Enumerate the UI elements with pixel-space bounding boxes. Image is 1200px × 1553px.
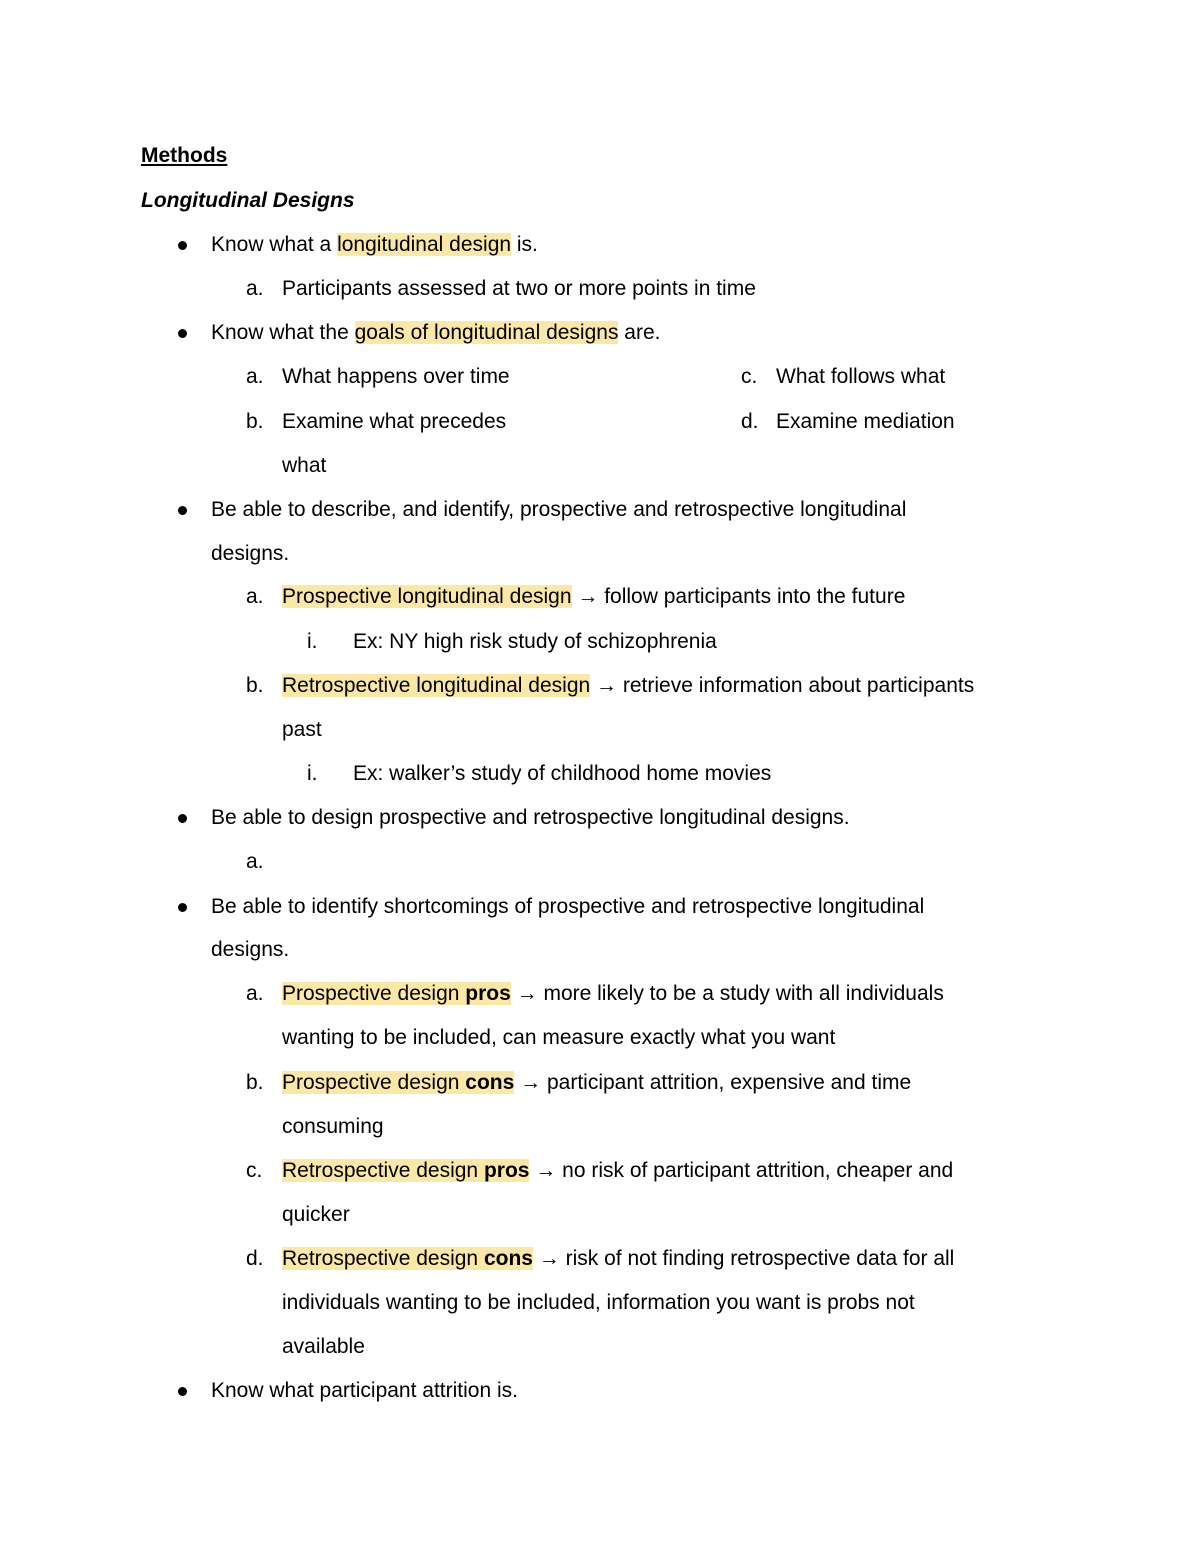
list-marker: d. <box>246 1247 264 1270</box>
list-item-text: consuming <box>282 1115 384 1138</box>
list-marker: a. <box>246 585 264 608</box>
text: → more likely to be a study with all individuals <box>510 982 944 1005</box>
highlight-text: goals of longitudinal designs <box>354 321 619 344</box>
text: → follow participants into the future <box>571 585 906 608</box>
text: is. <box>511 233 538 256</box>
bold-text: cons <box>465 1071 515 1094</box>
list-marker: b. <box>246 674 264 697</box>
list-item <box>282 584 905 610</box>
page-title: Methods <box>141 144 228 167</box>
text: → no risk of participant attrition, cheaper and <box>529 1159 954 1182</box>
list-item-text: What follows what <box>776 365 946 388</box>
list-item-text: past <box>282 718 322 741</box>
list-item-text: available <box>282 1335 365 1358</box>
bold-text: cons <box>483 1247 533 1270</box>
text: Retrospective design <box>282 1159 484 1182</box>
bullet-dot <box>178 814 187 823</box>
list-marker: i. <box>307 762 318 785</box>
bold-text: pros <box>465 982 511 1005</box>
list-item <box>282 1070 911 1096</box>
list-item-text: Ex: NY high risk study of schizophrenia <box>353 630 717 653</box>
list-item-text: Know what participant attrition is. <box>211 1379 518 1402</box>
list-item <box>211 320 660 346</box>
list-item-text: designs. <box>211 938 290 961</box>
list-item-text: designs. <box>211 542 290 565</box>
list-item <box>282 1158 953 1184</box>
list-item-text: Participants assessed at two or more points in time <box>282 277 756 300</box>
highlight-text <box>282 1159 529 1182</box>
highlight-text <box>282 982 511 1005</box>
list-item-text: Be able to describe, and identify, prospective and retrospective longitudinal <box>211 498 907 521</box>
list-item-text: Be able to design prospective and retrospective longitudinal designs. <box>211 806 850 829</box>
text: → retrieve information about participants <box>590 674 975 697</box>
list-marker: d. <box>741 410 759 433</box>
highlight-text: Retrospective longitudinal design <box>282 674 591 697</box>
text: Prospective design <box>282 982 466 1005</box>
text: → risk of not finding retrospective data for all <box>532 1247 955 1270</box>
bullet-dot <box>178 241 187 250</box>
highlight-text <box>282 1247 533 1270</box>
list-marker: a. <box>246 277 264 300</box>
list-item-text: Be able to identify shortcomings of prospective and retrospective longitudinal <box>211 895 925 918</box>
text: are. <box>618 321 661 344</box>
bold-text: pros <box>483 1159 530 1182</box>
text: Prospective design <box>282 1071 466 1094</box>
list-marker: b. <box>246 410 264 433</box>
list-marker: a. <box>246 982 264 1005</box>
list-marker: c. <box>741 365 758 388</box>
highlight-text: longitudinal design <box>337 233 512 256</box>
list-item-text: individuals wanting to be included, information you want is probs not <box>282 1291 915 1314</box>
list-marker: b. <box>246 1071 264 1094</box>
highlight-text <box>282 1071 514 1094</box>
list-item-text: What happens over time <box>282 365 510 388</box>
list-marker: a. <box>246 365 264 388</box>
list-item <box>282 981 944 1007</box>
bullet-dot <box>178 506 187 515</box>
list-marker: a. <box>246 850 264 873</box>
list-item <box>282 673 974 699</box>
list-item-text: wanting to be included, can measure exactly what you want <box>282 1026 836 1049</box>
list-marker: c. <box>246 1159 263 1182</box>
bullet-dot <box>178 903 187 912</box>
list-marker: i. <box>307 630 318 653</box>
text: Know what the <box>211 321 355 344</box>
list-item <box>282 1246 954 1272</box>
list-item-text: Ex: walker’s study of childhood home movies <box>353 762 772 785</box>
bullet-dot <box>178 329 187 338</box>
list-item-text: what <box>282 454 327 477</box>
list-item <box>211 232 538 258</box>
text: → participant attrition, expensive and time <box>514 1071 912 1094</box>
list-item-text: quicker <box>282 1203 350 1226</box>
list-item-text: Examine mediation <box>776 410 955 433</box>
bullet-dot <box>178 1387 187 1396</box>
text: Retrospective design <box>282 1247 484 1270</box>
text: Know what a <box>211 233 338 256</box>
list-item-text: Examine what precedes <box>282 410 507 433</box>
section-subtitle: Longitudinal Designs <box>141 189 355 212</box>
highlight-text: Prospective longitudinal design <box>282 585 572 608</box>
